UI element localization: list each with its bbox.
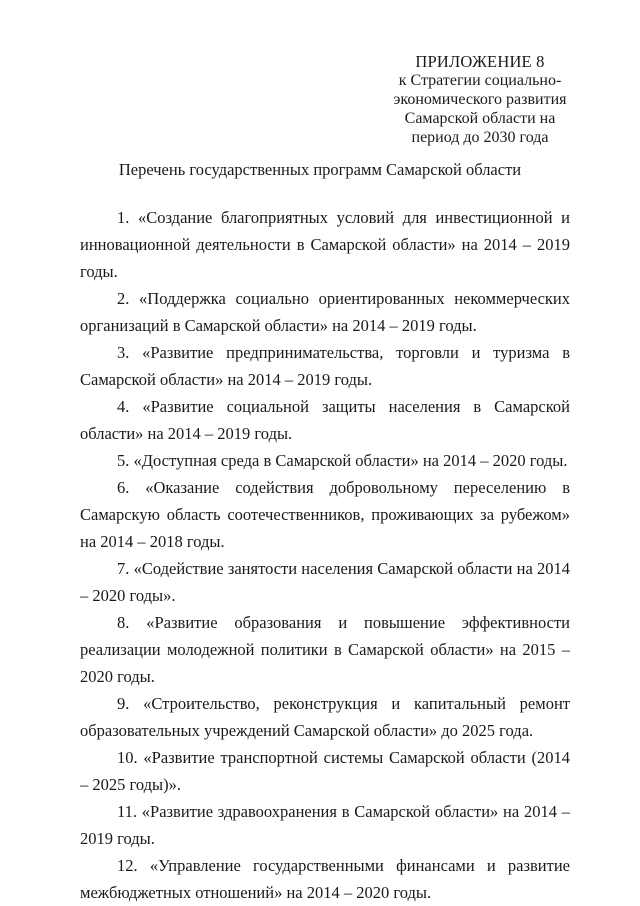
program-item: 5. «Доступная среда в Самарской области» на 2014 – 2020 годы. (117, 451, 568, 470)
appendix-line: период до 2030 года (411, 129, 549, 146)
program-item: 7. «Содействие занятости населения Самарской области на 2014 – 2020 годы». (80, 559, 570, 605)
program-item: 9. «Строительство, реконструкция и капитальный ремонт образовательных учреждений Самарской области» до 2025 года. (80, 694, 570, 740)
program-list (80, 204, 570, 906)
program-item: 8. «Развитие образования и повышение эффективности реализации молодежной политики в Самарской области» на 2015 – 2020 годы. (80, 613, 570, 686)
appendix-line: Самарской области на (404, 110, 556, 127)
program-item: 10. «Развитие транспортной системы Самарской области (2014 – 2025 годы)». (80, 748, 570, 794)
program-item: 4. «Развитие социальной защиты населения в Самарской области» на 2014 – 2019 годы. (80, 397, 570, 443)
program-item: 6. «Оказание содействия добровольному переселению в Самарскую область соотечественников, проживающих за рубежом» на 2014 – 2018 годы. (80, 478, 570, 551)
appendix-header (360, 52, 600, 147)
appendix-line: экономического развития (393, 91, 567, 108)
appendix-title: ПРИЛОЖЕНИЕ 8 (415, 52, 545, 71)
program-item: 12. «Управление государственными финансами и развитие межбюджетных отношений» на 2014 – 2020 годы. (80, 856, 570, 902)
program-item: 11. «Развитие здравоохранения в Самарской области» на 2014 – 2019 годы. (80, 802, 570, 848)
document-title: Перечень государственных программ Самарской области (118, 160, 522, 179)
program-item: 1. «Создание благоприятных условий для инвестиционной и инновационной деятельности в Самарской области» на 2014 – 2019 годы. (80, 208, 570, 281)
program-item: 3. «Развитие предпринимательства, торговли и туризма в Самарской области» на 2014 – 2019 годы. (80, 343, 570, 389)
appendix-line: к Стратегии социально- (398, 72, 562, 89)
program-item: 2. «Поддержка социально ориентированных некоммерческих организаций в Самарской области» на 2014 – 2019 годы. (80, 289, 570, 335)
